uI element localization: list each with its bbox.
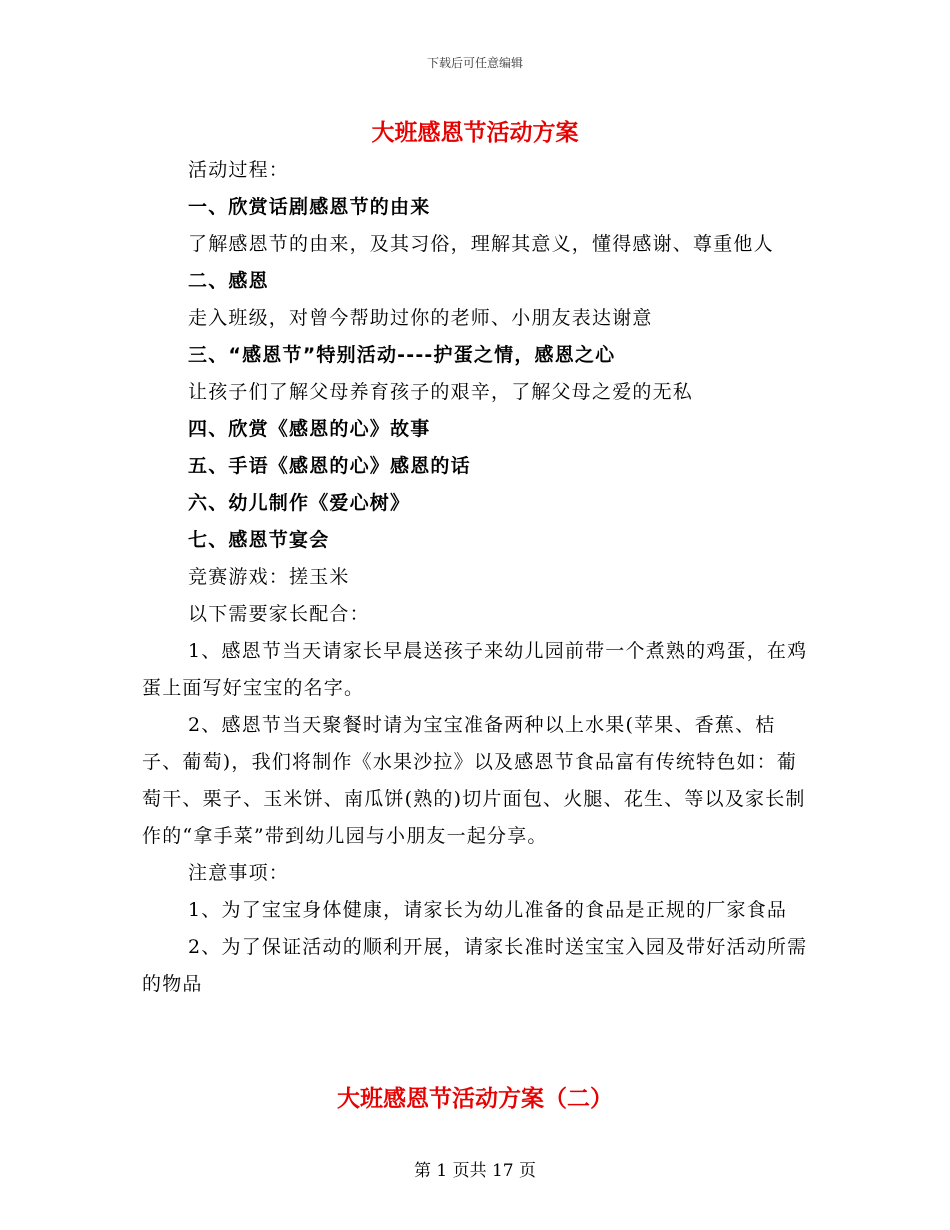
paragraph: 竞赛游戏：搓玉米 (188, 566, 350, 588)
header-note: 下载后可任意编辑 (426, 56, 523, 70)
section-heading: 四、欣赏《感恩的心》故事 (188, 418, 431, 440)
section-heading: 五、手语《感恩的心》感恩的话 (188, 455, 471, 477)
paragraph: 以下需要家长配合： (188, 603, 370, 625)
document-body (142, 152, 810, 1003)
paragraph: 2、为了保证活动的顺利开展，请家长准时送宝宝入园及带好活动所需的物品 (142, 936, 808, 995)
document-title: 大班感恩节活动方案 (371, 120, 579, 146)
paragraph: 让孩子们了解父母养育孩子的艰辛，了解父母之爱的无私 (188, 381, 694, 403)
section-title-2: 大班感恩节活动方案（二） (337, 1086, 613, 1112)
section-heading: 七、感恩节宴会 (188, 529, 330, 551)
paragraph: 走入班级，对曾今帮助过你的老师、小朋友表达谢意 (188, 307, 653, 329)
paragraph: 1、感恩节当天请家长早晨送孩子来幼儿园前带一个煮熟的鸡蛋，在鸡蛋上面写好宝宝的名字。 (142, 640, 808, 699)
section-heading: 一、欣赏话剧感恩节的由来 (188, 196, 431, 218)
section-heading: 三、“感恩节”特别活动----护蛋之情，感恩之心 (188, 344, 616, 366)
section-heading: 六、幼儿制作《爱心树》 (188, 492, 411, 514)
paragraph: 活动过程： (188, 159, 290, 181)
page-footer: 第 1 页共 17 页 (413, 1161, 537, 1181)
paragraph: 注意事项： (188, 862, 290, 884)
section-heading: 二、感恩 (188, 270, 269, 292)
paragraph: 1、为了宝宝身体健康，请家长为幼儿准备的食品是正规的厂家食品 (188, 899, 788, 921)
paragraph: 2、感恩节当天聚餐时请为宝宝准备两种以上水果(苹果、香蕉、桔子、葡萄)，我们将制作《水果沙拉》以及感恩节食品富有传统特色如：葡萄干、栗子、玉米饼、南瓜饼(熟的)切片面包、火腿、花生、等以及家长制作的“拿手菜”带到幼儿园与小朋友一起分享。 (142, 714, 806, 847)
paragraph: 了解感恩节的由来，及其习俗，理解其意义，懂得感谢、尊重他人 (188, 233, 774, 255)
